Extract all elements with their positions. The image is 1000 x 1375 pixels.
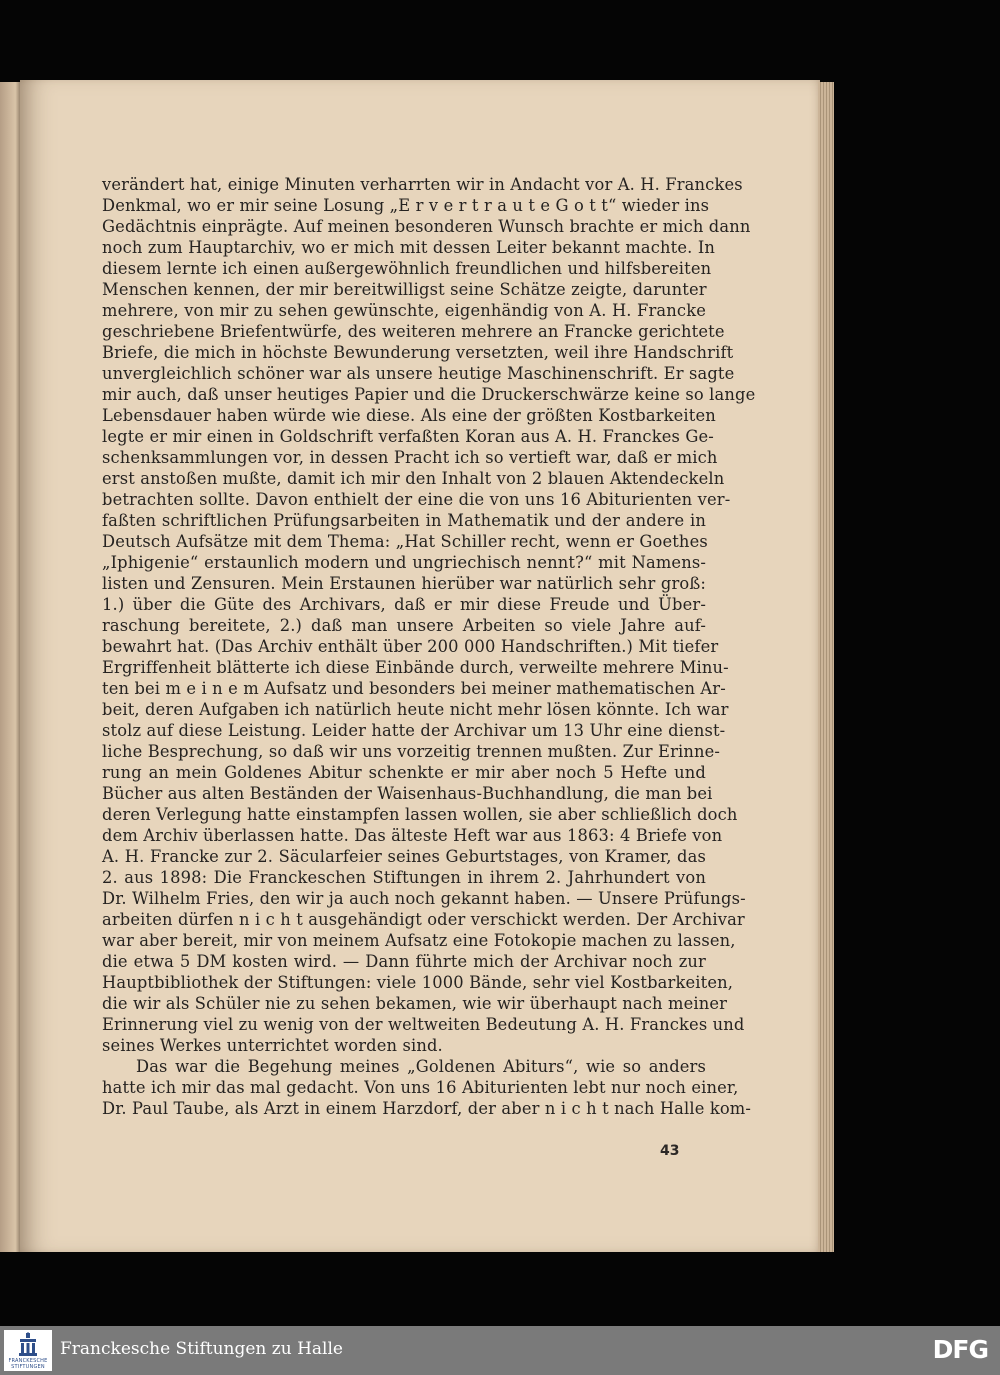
text-line: verändert hat, einige Minuten verharrten wir in Andacht vor A. H. Franckes bbox=[102, 175, 743, 194]
dfg-logo[interactable]: DFG bbox=[932, 1335, 988, 1364]
text-line: deren Verlegung hatte einstampfen lassen wollen, sie aber schließlich doch bbox=[102, 805, 738, 824]
text-line: Erinnerung viel zu wenig von der weltweiten Bedeutung A. H. Franckes und bbox=[102, 1015, 745, 1034]
text-line: Bücher aus alten Beständen der Waisenhaus-Buchhandlung, die man bei bbox=[102, 784, 713, 803]
text-line: geschriebene Briefentwürfe, des weiteren mehrere an Francke gerichtete bbox=[102, 322, 725, 341]
logo-lettering-line1: FRANCKESCHE bbox=[8, 1358, 48, 1364]
text-line: A. H. Francke zur 2. Säcularfeier seines Geburtstages, von Kramer, das bbox=[102, 847, 706, 866]
text-line: Das war die Begehung meines „Goldenen Abiturs“, wie so anders bbox=[136, 1057, 706, 1076]
text-line: arbeiten dürfen n i c h t ausgehändigt oder verschickt werden. Der Archivar bbox=[102, 910, 745, 929]
text-line: diesem lernte ich einen außergewöhnlich freundlichen und hilfsbereiten bbox=[102, 259, 712, 278]
text-line: Denkmal, wo er mir seine Losung „E r v e r t r a u t e G o t t“ wieder ins bbox=[102, 196, 710, 215]
text-line: Menschen kennen, der mir bereitwilligst seine Schätze zeigte, darunter bbox=[102, 280, 707, 299]
text-line: unvergleichlich schöner war als unsere heutige Maschinenschrift. Er sagte bbox=[102, 364, 735, 383]
page-number: 43 bbox=[660, 1143, 680, 1159]
text-line: 2. aus 1898: Die Franckeschen Stiftungen in ihrem 2. Jahrhundert von bbox=[102, 868, 706, 887]
text-line: schenksammlungen vor, in dessen Pracht ich so vertieft war, daß er mich bbox=[102, 448, 718, 467]
text-line: Lebensdauer haben würde wie diese. Als eine der größten Kostbarkeiten bbox=[102, 406, 716, 425]
logo-lettering-line2: STIFTUNGEN bbox=[11, 1364, 45, 1370]
text-line: Deutsch Aufsätze mit dem Thema: „Hat Schiller recht, wenn er Goethes bbox=[102, 532, 708, 551]
page-stack-edge bbox=[818, 82, 834, 1252]
text-line: stolz auf diese Leistung. Leider hatte der Archivar um 13 Uhr eine dienst- bbox=[102, 721, 726, 740]
text-line: 1.) über die Güte des Archivars, daß er mir diese Freude und Über- bbox=[102, 595, 706, 614]
text-line: legte er mir einen in Goldschrift verfaßten Koran aus A. H. Franckes Ge- bbox=[102, 427, 714, 446]
text-line: „Iphigenie“ erstaunlich modern und ungriechisch nennt?“ mit Namens- bbox=[102, 553, 706, 572]
text-line: war aber bereit, mir von meinem Aufsatz eine Fotokopie machen zu lassen, bbox=[102, 931, 736, 950]
francke-foundation-logo-icon bbox=[17, 1332, 39, 1358]
text-line: listen und Zensuren. Mein Erstaunen hierüber war natürlich sehr groß: bbox=[102, 574, 706, 593]
text-line: betrachten sollte. Davon enthielt der eine die von uns 16 Abiturienten ver- bbox=[102, 490, 731, 509]
text-line: ten bei m e i n e m Aufsatz und besonders bei meiner mathematischen Ar- bbox=[102, 679, 726, 698]
text-line: Dr. Paul Taube, als Arzt in einem Harzdorf, der aber n i c h t nach Halle kom- bbox=[102, 1099, 752, 1118]
institution-name[interactable]: Franckesche Stiftungen zu Halle bbox=[60, 1339, 343, 1359]
text-line: raschung bereitete, 2.) daß man unsere Arbeiten so viele Jahre auf- bbox=[102, 616, 706, 635]
left-page-edge bbox=[0, 82, 22, 1252]
text-line: bewahrt hat. (Das Archiv enthält über 200 000 Handschriften.) Mit tiefer bbox=[102, 637, 719, 656]
page-text bbox=[102, 174, 756, 1119]
viewer-footer bbox=[0, 1326, 1000, 1375]
text-line: Gedächtnis einprägte. Auf meinen besonderen Wunsch brachte er mich dann bbox=[102, 217, 751, 236]
text-line: Dr. Wilhelm Fries, den wir ja auch noch gekannt haben. — Unsere Prüfungs- bbox=[102, 889, 746, 908]
text-line: beit, deren Aufgaben ich natürlich heute nicht mehr lösen könnte. Ich war bbox=[102, 700, 729, 719]
francke-foundation-logo[interactable] bbox=[4, 1330, 52, 1371]
text-line: seines Werkes unterrichtet worden sind. bbox=[102, 1036, 443, 1055]
text-line: Ergriffenheit blätterte ich diese Einbände durch, verweilte mehrere Minu- bbox=[102, 658, 729, 677]
text-line: mir auch, daß unser heutiges Papier und die Druckerschwärze keine so lange bbox=[102, 385, 756, 404]
text-line: die wir als Schüler nie zu sehen bekamen, wie wir überhaupt nach meiner bbox=[102, 994, 728, 1013]
text-line: rung an mein Goldenes Abitur schenkte er mir aber noch 5 Hefte und bbox=[102, 763, 706, 782]
text-line: faßten schriftlichen Prüfungsarbeiten in Mathematik und der andere in bbox=[102, 511, 706, 530]
text-line: erst anstoßen mußte, damit ich mir den Inhalt von 2 blauen Aktendeckeln bbox=[102, 469, 725, 488]
text-line: liche Besprechung, so daß wir uns vorzeitig trennen mußten. Zur Erinne- bbox=[102, 742, 721, 761]
text-line: dem Archiv überlassen hatte. Das älteste Heft war aus 1863: 4 Briefe von bbox=[102, 826, 723, 845]
text-line: Briefe, die mich in höchste Bewunderung versetzten, weil ihre Handschrift bbox=[102, 343, 734, 362]
text-line: Hauptbibliothek der Stiftungen: viele 1000 Bände, sehr viel Kostbarkeiten, bbox=[102, 973, 734, 992]
text-line: mehrere, von mir zu sehen gewünschte, eigenhändig von A. H. Francke bbox=[102, 301, 706, 320]
text-line: hatte ich mir das mal gedacht. Von uns 16 Abiturienten lebt nur noch einer, bbox=[102, 1078, 739, 1097]
text-line: die etwa 5 DM kosten wird. — Dann führte mich der Archivar noch zur bbox=[102, 952, 706, 971]
text-line: noch zum Hauptarchiv, wo er mich mit dessen Leiter bekannt machte. In bbox=[102, 238, 716, 257]
